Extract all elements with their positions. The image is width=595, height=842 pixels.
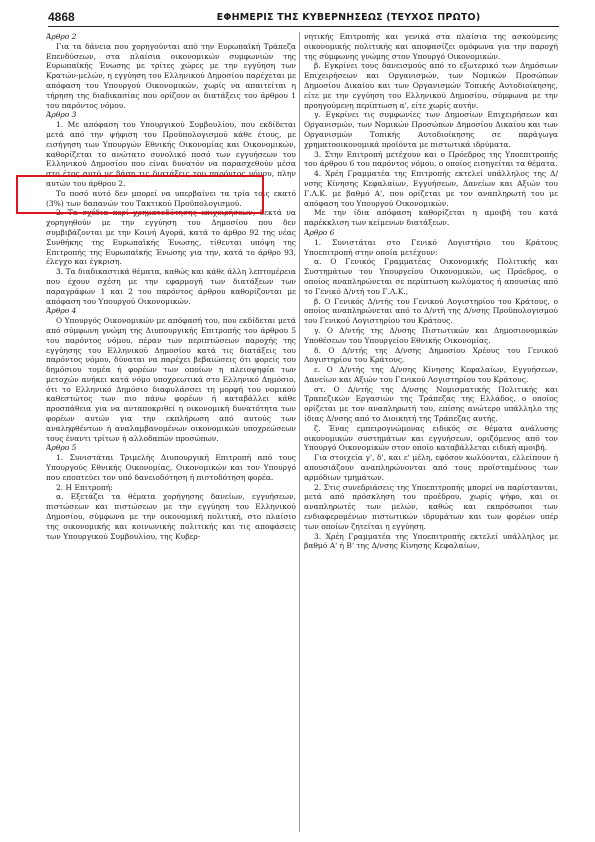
article-5-paragraph-3: α. Εξετάζει τα θέματα χορήγησης δανείων, εγγυήσεων, πιστώσεων και πιστώσεων με την εγγύηση του Ελληνικού Δημοσίου, σύμφωνα με την οικονομική πολιτική, στο πλαίσιο της οικονομικής και κοινωνικής πολιτικής και τις αποφάσεις των Υπουργικού Συμβουλίου, της Κυβερ- <box>46 492 296 541</box>
article-3-paragraph-1: 1. Με απόφαση του Υπουργικού Συμβουλίου, που εκδίδεται μετά από την ψήφιση του Προϋπολογισμού κάθε έτους, με εισήγηση των Υπουργών Εθνικής Οικονομίας και Οικονομικών, καθορίζεται το ανώτατο συνολικό ποσό των εγγυήσεων του Ελληνικού Δημοσίου που είναι δυνατόν να παρασχεθούν μέσα στο έτος αυτό με βάση τις διατάξεις του παρόντος νόμου, πλην αυτών του άρθρου 2. <box>46 120 296 188</box>
article-6-item-g: ζ. Ένας εμπειρογνώμονας ειδικός σε θέματα ανάλυσης οικονομικών συστημάτων και εγγυήσεων, οριζόμενος από τον Υπουργό Οικονομικών στον οποίο καταβάλλεται ειδική αμοιβή. <box>304 423 558 453</box>
article-5-paragraph-2: 2. Η Επιτροπή: <box>56 482 113 492</box>
running-head: ΕΦΗΜΕΡΙΣ ΤΗΣ ΚΥΒΕΡΝΗΣΕΩΣ (ΤΕΥΧΟΣ ΠΡΩΤΟ) <box>216 12 481 23</box>
article-6-paragraph-3: 3. Χρέη Γραμματέα της Υποεπιτροπής εκτελεί υπάλληλος με βαθμό Α' ή Β' της Δ/νσης Κίνησης Κεφαλαίων, <box>304 531 558 551</box>
article-5-paragraph-5: Με την ίδια απόφαση καθορίζεται η αμοιβή του κατά παρέκκλιση των κείμενων διατάξεων. <box>304 208 558 228</box>
article-5-paragraph-4: 4. Χρέη Γραμματέα της Επιτροπής εκτελεί υπάλληλος της Δ/νσης Κίνησης Κεφαλαίων, Εγγυήσεων, Δανείων και Αξιών του Γ.Λ.Κ. με βαθμό Α', που ορίζεται με τον αναπληρωτή του με απόφαση του Υπουργού Οικονομικών. <box>304 169 558 208</box>
left-column <box>46 32 296 832</box>
article-6-item-f: στ. Ο Δ/ντής της Δ/νσης Νομισματικής Πολιτικής και Τραπεζικών Εργασιών της Τράπεζας της Ελλάδος, ο οποίος ορίζεται με τον αναπληρωτή του, επίσης ανώτερο υπάλληλο της ίδιας Δ/νσης από το Διοικητή της Τράπεζας αυτής. <box>304 384 558 424</box>
article-4-heading: Άρθρο 4 <box>46 306 77 316</box>
article-5-heading: Άρθρο 5 <box>46 443 77 453</box>
article-6-paragraph-1: 1. Συνιστάται στο Γενικό Λογιστήριο του Κράτους Υποεπιτροπή στην οποία μετέχουν: <box>304 237 558 257</box>
article-3-highlighted-text: Το ποσό αυτό δεν μπορεί να υπερβαίνει τα τρία τοις εκατό (3%) των δαπανών του Τακτικού Προϋπολογισμού. <box>46 188 296 208</box>
column-divider <box>299 32 300 832</box>
article-5-paragraph-3b: 3. Στην Επιτροπή μετέχουν και ο Πρόεδρος της Υποεπιτροπής του άρθρου 6 του παρόντος νόμου, ο οποίος εισηγείται τα θέματα. <box>304 149 558 169</box>
page-number: 4868 <box>48 10 75 24</box>
right-column <box>304 32 558 832</box>
article-2-heading: Άρθρο 2 <box>46 32 77 41</box>
article-6-heading: Άρθρο 6 <box>304 227 335 237</box>
article-6-item-c: γ. Ο Δ/ντής της Δ/νσης Πιστωτικών και Δημοσιονομικών Υποθέσεων του Υπουργείου Εθνικής Οικονομίας. <box>304 325 558 345</box>
red-highlight-box <box>16 175 264 215</box>
article-3-paragraph-2: 2. Τα σχέδια περί χρηματοδότησης επιχειρήσεων, δεκτά να χορηγηθούν με την εγγύηση του Δημοσίου που δεν συμβιβάζονται με την Κοινή Αγορά, κατά το άρθρο 92 της νέας Συνθήκης της Ευρωπαϊκής Ένωσης, τίθενται υπόψη της Επιτροπής της Ευρωπαϊκής Ένωσης για την, κατά το άρθρο 93, έλεγχο και έγκριση. <box>46 208 296 267</box>
continued-paragraph: νητικής Επιτροπής και γενικά στα πλαίσια της ασκούμενης οικονομικής πολιτικής και αποφασίζει ομόφωνα για την παροχή της σύμφωνης γνώμης στον Υπουργό Οικονομικών. <box>304 32 558 61</box>
page-header <box>48 10 559 27</box>
article-5-item-c: γ. Εγκρίνει τις συμφωνίες των Δημοσίων Επιχειρήσεων και Οργανισμών, των Νομικών Προσώπων Δημοσίου Δικαίου και των Οργανισμών Τοπικής Αυτοδιοίκησης σε παράγωγα χρηματοοικονομικά προϊόντα με πιστωτικά ιδρύματα. <box>304 110 558 149</box>
article-6-item-d: δ. Ο Δ/ντής της Δ/νσης Δημοσίου Χρέους του Γενικού Λογιστηρίου του Κράτους. <box>304 345 558 365</box>
article-2-paragraph: Για τα δάνεια που χορηγούνται από την Ευρωπαϊκή Τράπεζα Επενδύσεων, στα πλαίσια οικονομικών συμφωνιών της Ευρωπαϊκής Ένωσης με τρίτες χώρες με την εγγύηση των Κρατών-μελών, η εγγύηση του Ελληνικού Δημοσίου παρέχεται με απόφαση του Υπουργού Οικονομικών, χωρίς να απαιτείται η τήρηση της διαδικασίας που ορίζουν οι διατάξεις του άρθρου 1 του παρόντος νόμου. <box>46 41 296 110</box>
article-6-item-b: β. Ο Γενικός Δ/ντής του Γενικού Λογιστηρίου του Κράτους, ο οποίος αναπληρώνεται από το Δ/ντή της Δ/νσης Προϋπολογισμού του Γενικού Λογιστηρίου του Κράτους. <box>304 296 558 326</box>
article-6-item-e: ε. Ο Δ/ντής της Δ/νσης Κίνησης Κεφαλαίων, Εγγυήσεων, Δανείων και Αξιών του Γενικού Λογιστηρίου του Κράτους. <box>304 365 558 384</box>
article-4-paragraph: Ο Υπουργός Οικονομικών με απόφασή του, που εκδίδεται μετά από σύμφωνη γνώμη της Διυπουργικής Επιτροπής του άρθρου 5 του παρόντος νόμου, πέραν των περιπτώσεων παροχής της εγγύησης του Ελληνικού Δημοσίου κατά τις διατάξεις του παρόντος νόμου, δύναται να παρέχει βεβαιώσεις ότι φορείς του δημόσιου τομέα ή φορέων των οποίων η πλειοψηφία των μετοχών ανήκει κατά νόμο υποχρεωτικά στο Ελληνικό Δημόσιο, ότι το Ελληνικό Δημόσιο διαφυλάσσει τη μορφή του νομικού καθεστώτος των πιο πάνω φορέων ή καταβάλλει κάθε προσπάθεια για να ανταποκριθεί η οικονομική δυνατότητα των φορέων αυτών για την εκπλήρωση από αυτούς των αναληφθέντων ή αναλαμβανομένων οικονομικών υποχρεώσεων τους έναντι τρίτων ή αλλοδαπών προσώπων. <box>46 316 296 443</box>
article-3-paragraph-3: 3. Τα διαδικαστικά θέματα, καθώς και κάθε άλλη λεπτομέρεια που έχουν σχέση με την εφαρμογή των διατάξεων των παραγράφων 1 και 2 του παρόντος άρθρου καθορίζονται με απόφαση του Υπουργού Οικονομικών. <box>46 267 296 306</box>
article-6-note: Για στοιχεία γ', δ', και ε' μέλη, εφόσον κωλύονται, ελλείπουν ή απουσιάζουν αναπληρώνονται από τους προϊσταμένους των αρμόδιων τμημάτων. <box>304 453 558 482</box>
article-5-item-b: β. Εγκρίνει τους δανεισμούς από το εξωτερικό των Δημόσιων Επιχειρήσεων και Οργανισμών, των Νομικών Προσώπων Δημοσίου Δικαίου και των Οργανισμών Τοπικής Αυτοδιοίκησης, είτε με την εγγύηση του Ελληνικού Δημοσίου, σύμφωνα με την προηγούμενη περίπτωση α', είτε χωρίς αυτήν. <box>304 61 558 110</box>
article-6-item-a: α. Ο Γενικός Γραμματέας Οικονομικής Πολιτικής και Συστημάτων του Υπουργείου Οικονομικών, ως Πρόεδρος, ο οποίος αναπληρώνεται σε περίπτωση κωλύματος ή απουσίας από το Γενικό Δ/ντή του Γ.Λ.Κ., <box>304 257 558 296</box>
article-5-paragraph-1: 1. Συνιστάται Τριμελής Διυπουργική Επιτροπή από τους Υπουργούς Εθνικής Οικονομίας, Οικονομικών και τον Υπουργό που εποπτεύει τον υπό δανειοδότηση ή πιστοδότηση φορέα. <box>46 453 296 482</box>
article-3-heading: Άρθρο 3 <box>46 110 77 120</box>
article-6-paragraph-2: 2. Στις συνεδριάσεις της Υποεπιτροπής μπορεί να παρίστανται, μετά από πρόσκληση του προέδρου, χωρίς ψήφο, και οι αναπληρωτές των μελών, καθώς και εκπρόσωποι των ενδιαφερομένων πιστωτικών ιδρυμάτων και των φορέων υπέρ των οποίων ζητείται η εγγύηση. <box>304 482 558 531</box>
